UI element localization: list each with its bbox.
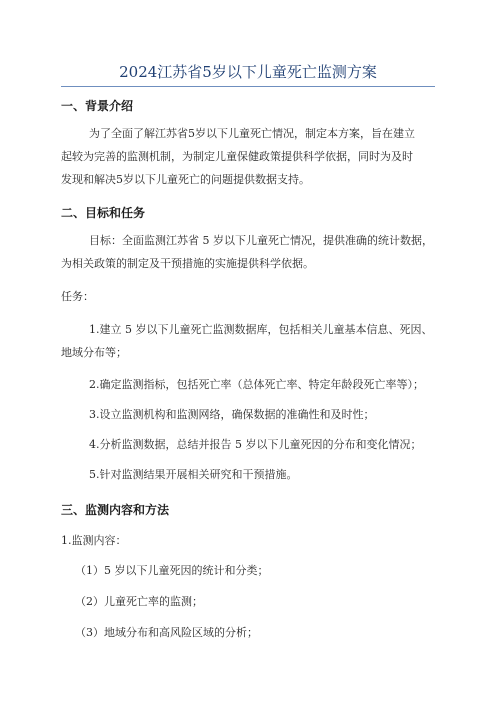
task-item: 5.针对监测结果开展相关研究和干预措施。	[89, 468, 298, 481]
paragraph-line: 为了全面了解江苏省5岁以下儿童死亡情况，制定本方案，旨在建立	[89, 127, 415, 140]
tasks-label: 任务：	[61, 290, 94, 303]
task-item: 2.确定监测指标，包括死亡率（总体死亡率、特定年龄段死亡率等）；	[89, 378, 424, 391]
goal-line: 目标：全面监测江苏省 5 岁以下儿童死亡情况，提供准确的统计数据，	[89, 234, 433, 247]
section-heading-background: 一、背景介绍	[61, 99, 134, 113]
paragraph-line: 起较为完善的监测机制，为制定儿童保健政策提供科学依据，同时为及时	[61, 150, 413, 163]
content-item: （2）儿童死亡率的监测；	[75, 595, 203, 608]
task-item: 4.分析监测数据，总结并报告 5 岁以下儿童死因的分布和变化情况；	[89, 438, 422, 451]
title-underline	[61, 86, 435, 87]
goal-line: 为相关政策的制定及干预措施的实施提供科学依据。	[61, 257, 314, 270]
content-item: （1）5 岁以下儿童死因的统计和分类；	[75, 564, 269, 577]
content-label: 1.监测内容：	[61, 534, 127, 547]
section-heading-goals: 二、目标和任务	[61, 206, 146, 220]
task-item: 1.建立 5 岁以下儿童死亡监测数据库，包括相关儿童基本信息、死因、	[89, 323, 433, 336]
task-item-continued: 地域分布等；	[61, 346, 127, 359]
task-item: 3.设立监测机构和监测网络，确保数据的准确性和及时性；	[89, 408, 375, 421]
document-title: 2024江苏省5岁以下儿童死亡监测方案	[119, 63, 377, 81]
section-heading-methods: 三、监测内容和方法	[61, 503, 170, 517]
paragraph-line: 发现和解决5岁以下儿童死亡的问题提供数据支持。	[61, 173, 310, 186]
content-item: （3）地域分布和高风险区域的分析；	[75, 626, 258, 639]
